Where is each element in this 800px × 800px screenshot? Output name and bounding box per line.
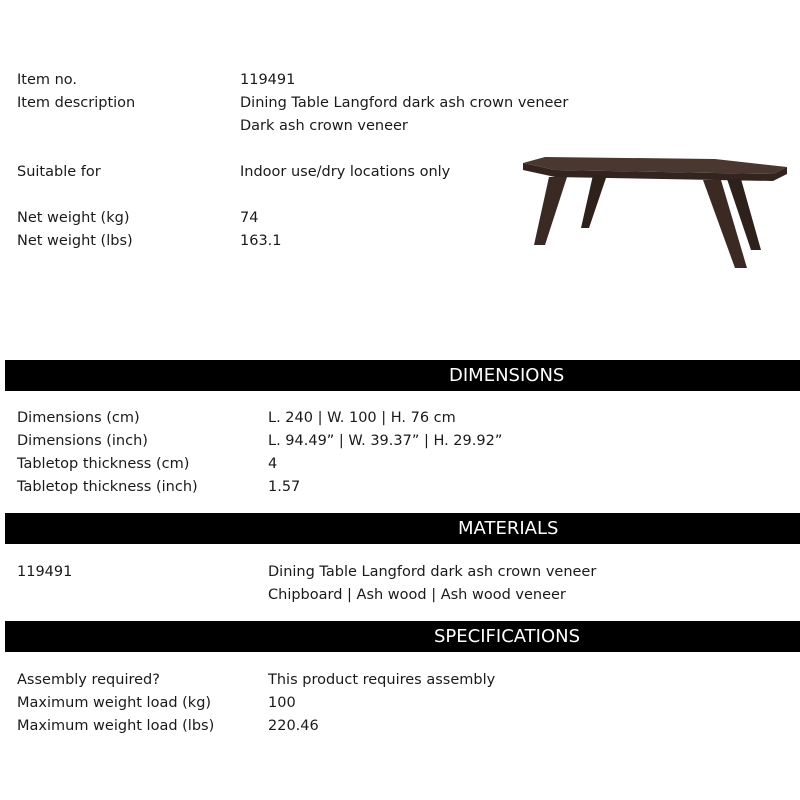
dimensions-title: DIMENSIONS (449, 365, 565, 386)
dimensions-row-label: Tabletop thickness (cm) (17, 456, 190, 472)
net-weight-lbs-label: Net weight (lbs) (17, 233, 133, 249)
specifications-row-label: Maximum weight load (kg) (17, 695, 212, 711)
materials-title: MATERIALS (458, 518, 559, 539)
specifications-row-label: Maximum weight load (lbs) (17, 718, 215, 734)
suitable-for-label: Suitable for (17, 164, 101, 180)
materials-composition: Chipboard | Ash wood | Ash wood veneer (268, 587, 566, 603)
dimensions-row-label: Dimensions (cm) (17, 410, 140, 426)
dimensions-row-value: 4 (268, 456, 278, 472)
dimensions-row-value: 1.57 (268, 479, 301, 495)
materials-description: Dining Table Langford dark ash crown veneer (268, 564, 597, 580)
product-image-dining-table (515, 150, 790, 275)
suitable-for-value: Indoor use/dry locations only (240, 164, 451, 180)
net-weight-kg-label: Net weight (kg) (17, 210, 130, 226)
dimensions-row-value: L. 94.49” | W. 39.37” | H. 29.92” (268, 433, 503, 449)
specifications-row-value: This product requires assembly (268, 672, 496, 688)
specifications-title: SPECIFICATIONS (434, 626, 581, 647)
net-weight-lbs-value: 163.1 (240, 233, 282, 249)
materials-code: 119491 (17, 564, 73, 580)
specifications-row-value: 220.46 (268, 718, 319, 734)
item-no-label: Item no. (17, 72, 78, 88)
specifications-row-value: 100 (268, 695, 296, 711)
dimensions-row-label: Tabletop thickness (inch) (17, 479, 198, 495)
item-description-value: Dining Table Langford dark ash crown veneer (240, 95, 569, 111)
dimensions-row-label: Dimensions (inch) (17, 433, 148, 449)
materials-header (5, 513, 800, 544)
item-description-value-2: Dark ash crown veneer (240, 118, 408, 134)
net-weight-kg-value: 74 (240, 210, 259, 226)
dimensions-header (5, 360, 800, 391)
dimensions-row-value: L. 240 | W. 100 | H. 76 cm (268, 410, 456, 426)
specifications-row-label: Assembly required? (17, 672, 160, 688)
specifications-header (5, 621, 800, 652)
item-no-value: 119491 (240, 72, 296, 88)
item-description-label: Item description (17, 95, 136, 111)
